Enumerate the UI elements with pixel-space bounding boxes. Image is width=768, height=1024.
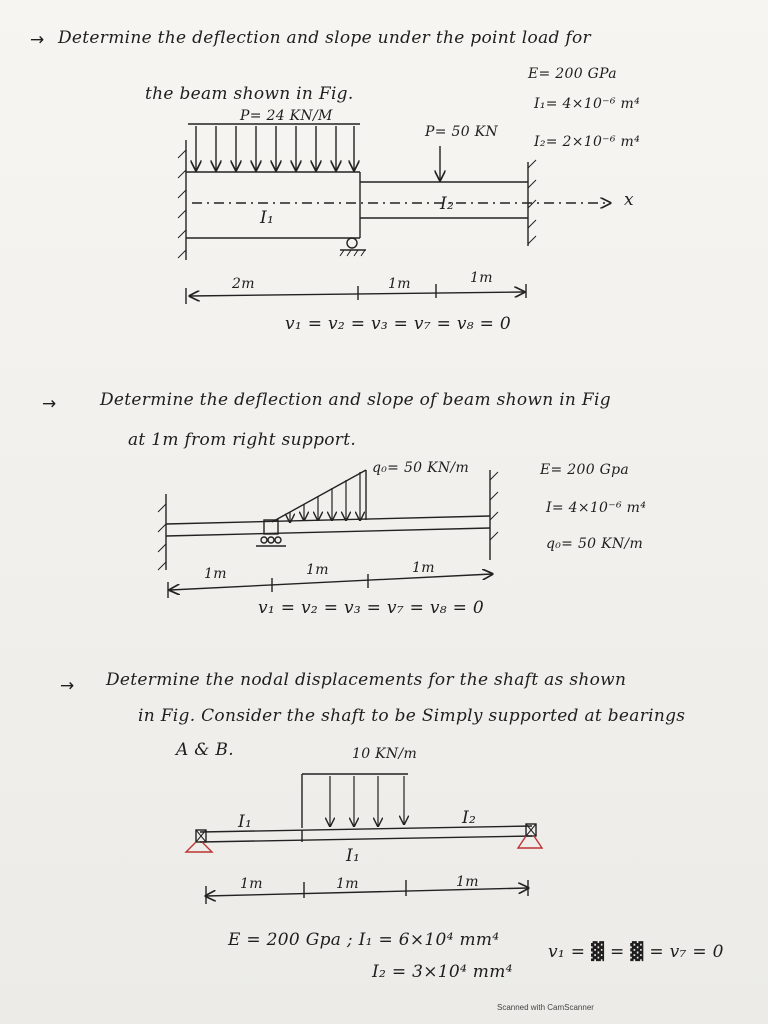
problem1-line2: the beam shown in Fig. [145, 84, 354, 104]
problem3-line1: Determine the nodal displacements for the shaft as shown [106, 670, 627, 690]
problem3-label-I1-left: I₁ [238, 812, 253, 832]
problem3-label-I1-mid: I₁ [346, 846, 361, 866]
problem1-point-load-label: P= 50 KN [425, 124, 498, 140]
problem3-boundary-conditions: v₁ = ▓ = ▓ = v₇ = 0 [548, 942, 724, 962]
problem1-given-E: E= 200 GPa [528, 66, 617, 82]
problem2-given-I: I= 4×10⁻⁶ m⁴ [546, 500, 647, 516]
problem3-dim-1: 1m [240, 876, 263, 892]
figure3-shaft [186, 774, 542, 904]
problem1-boundary-conditions: v₁ = v₂ = v₃ = v₇ = v₈ = 0 [285, 314, 511, 334]
bullet-arrow-2: → [42, 394, 57, 414]
problem2-dim-2: 1m [306, 562, 329, 578]
problem2-given-E: E= 200 Gpa [540, 462, 630, 478]
figure1-beam [178, 124, 610, 304]
problem1-dim-1m-b: 1m [470, 270, 493, 286]
problem3-dim-3: 1m [456, 874, 479, 890]
problem2-boundary-conditions: v₁ = v₂ = v₃ = v₇ = v₈ = 0 [258, 598, 484, 618]
problem2-line1: Determine the deflection and slope of beam shown in Fig [100, 390, 611, 410]
problem1-dim-1m-a: 1m [388, 276, 411, 292]
problem2-given-q0: q₀= 50 KN/m [546, 536, 644, 552]
problem1-udl-label: P= 24 KN/M [240, 108, 333, 124]
problem1-given-I1: I₁= 4×10⁻⁶ m⁴ [534, 96, 641, 112]
problem1-line1: Determine the deflection and slope under the point load for [58, 28, 591, 48]
problem2-dim-1: 1m [204, 566, 227, 582]
bullet-arrow-3: → [60, 676, 75, 696]
problem2-load-label: q₀= 50 KN/m [372, 460, 470, 476]
problem1-dim-2m: 2m [232, 276, 255, 292]
problem2-dim-3: 1m [412, 560, 435, 576]
problem3-load-label: 10 KN/m [352, 746, 418, 762]
problem1-label-I1: I₁ [260, 208, 275, 228]
problem3-line2: in Fig. Consider the shaft to be Simply supported at bearings [138, 706, 686, 726]
problem3-given-I2: I₂ = 3×10⁴ mm⁴ [372, 962, 513, 982]
problem3-given-E-I1: E = 200 Gpa ; I₁ = 6×10⁴ mm⁴ [228, 930, 500, 950]
problem3-label-I2: I₂ [462, 808, 477, 828]
bullet-arrow-1: → [30, 30, 45, 50]
problem3-dim-2: 1m [336, 876, 359, 892]
scanner-watermark: Scanned with CamScanner [497, 1003, 594, 1012]
figure2-beam [158, 470, 498, 598]
problem1-label-x: x [624, 190, 634, 210]
problem2-line2: at 1m from right support. [128, 430, 357, 450]
problem3-line3: A & B. [176, 740, 234, 760]
problem1-given-I2: I₂= 2×10⁻⁶ m⁴ [534, 134, 641, 150]
problem1-label-I2: I₂ [440, 194, 455, 214]
